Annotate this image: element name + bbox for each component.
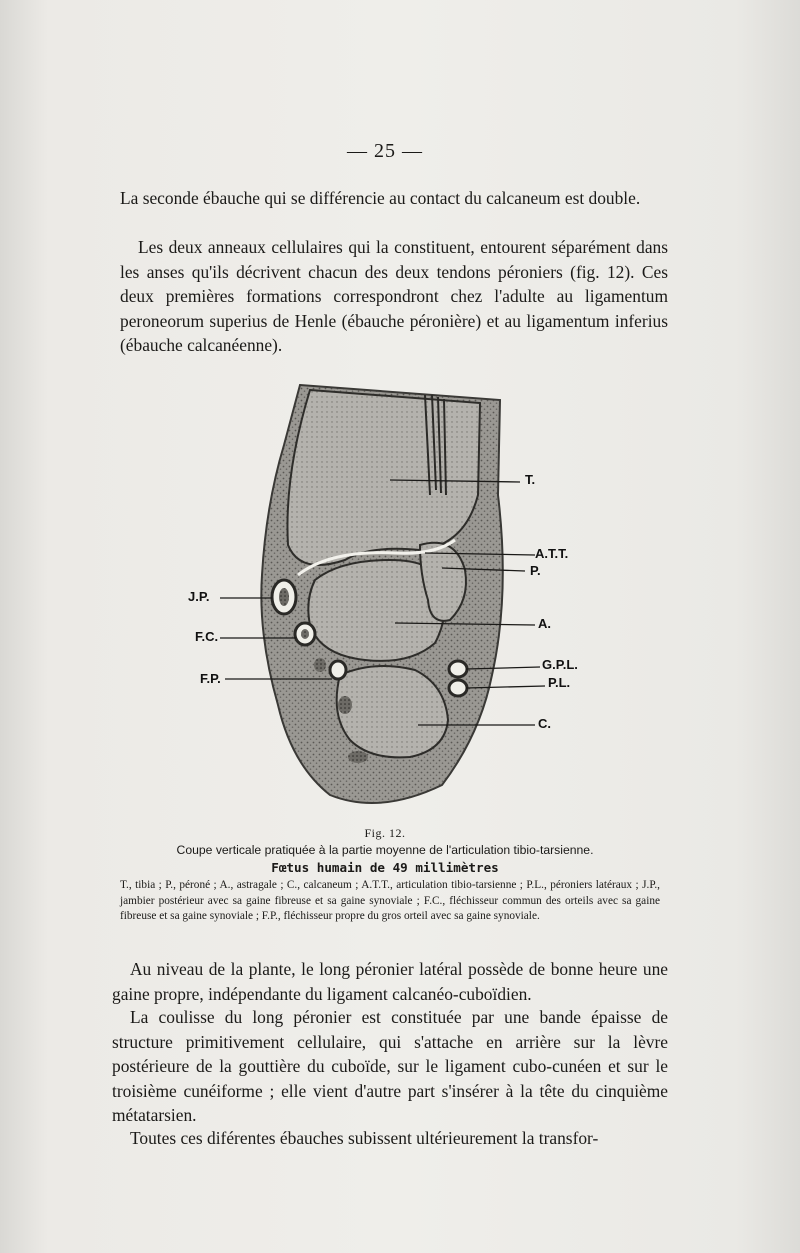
label-T: T. xyxy=(525,472,536,487)
paragraph-5: Toutes ces diférentes ébauches subissent ultérieurement la transfor- xyxy=(130,1128,599,1148)
figure-caption: Coupe verticale pratiquée à la partie moyenne de l'articulation tibio-tarsienne. xyxy=(176,843,594,857)
anatomical-figure xyxy=(180,375,580,815)
figure-subcaption: Fœtus humain de 49 millimètres xyxy=(271,860,499,875)
label-FP: F.P. xyxy=(200,671,221,686)
label-FC: F.C. xyxy=(195,629,219,644)
label-PL: P.L. xyxy=(548,675,571,690)
paragraph-4: La coulisse du long péronier est constituée par une bande épaisse de structure primitivement cellulaire, qui s'attache en arrière sur la lèvre postérieure de la gouttière du cuboïde, sur le ligament cubo-cunéen et sur le troisième cunéiforme ; elle vient d'autre part s'insérer à la tête du cinquième métatarsien. xyxy=(112,1007,668,1126)
label-ATT: A.T.T. xyxy=(535,546,569,561)
paragraph-3: Au niveau de la plante, le long péronier latéral possède de bonne heure une gaine propre, indépendante du ligament calcanéo-cuboïdien. xyxy=(112,959,668,1004)
paragraph-1: La seconde ébauche qui se différencie au contact du calcaneum est double. xyxy=(120,188,641,208)
figure-number: Fig. 12. xyxy=(364,826,406,840)
label-C: C. xyxy=(538,716,551,731)
page-number: — 25 — xyxy=(347,140,423,162)
label-A: A. xyxy=(538,616,551,631)
label-GPL: G.P.L. xyxy=(542,657,578,672)
paragraph-2: Les deux anneaux cellulaires qui la constituent, entourent séparément dans les anses qu'ils décrivent chacun des deux tendons péroniers (fig. 12). Ces deux premières formations correspondront chez l'adulte au ligamentum peroneorum superius de Henle (ébauche péronière) et au ligamentum inferius (ébauche calcanéenne). xyxy=(120,237,668,356)
ankle-section-illustration xyxy=(180,375,580,815)
label-P: P. xyxy=(530,563,541,578)
figure-legend: T., tibia ; P., péroné ; A., astragale ; C., calcaneum ; A.T.T., articulation tibio-tarsienne ; P.L., péroniers latéraux ; J.P., jambier postérieur avec sa gaine fibreuse et sa gaine synoviale ; F.C., fléchisseur commun des orteils avec sa gaine fibreuse et sa gaine synoviale ; F.P., fléchisseur propre du gros orteil avec sa gaine synoviale. xyxy=(120,879,660,922)
label-JP: J.P. xyxy=(188,589,210,604)
